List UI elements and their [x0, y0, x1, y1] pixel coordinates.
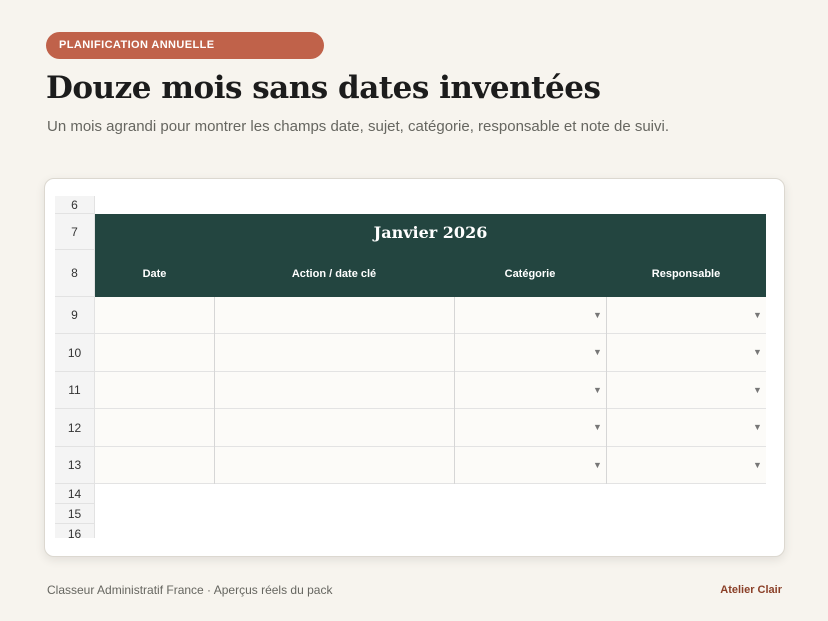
spreadsheet — [55, 196, 766, 538]
row-number[interactable]: 14 — [55, 484, 95, 504]
owner-dropdown-icon[interactable]: ▼ — [753, 460, 762, 470]
table-row[interactable] — [95, 297, 766, 334]
row-number[interactable]: 16 — [55, 524, 95, 538]
footer-caption: Classeur Administratif France · Aperçus réels du pack — [47, 583, 333, 597]
table-row[interactable] — [95, 447, 766, 484]
row-number[interactable]: 12 — [55, 409, 95, 447]
row-number[interactable]: 15 — [55, 504, 95, 524]
owner-dropdown-icon[interactable]: ▼ — [753, 347, 762, 357]
row-number[interactable]: 8 — [55, 250, 95, 297]
column-divider — [606, 297, 607, 484]
category-dropdown-icon[interactable]: ▼ — [593, 310, 602, 320]
row-number[interactable]: 11 — [55, 372, 95, 409]
spreadsheet-preview-card — [44, 178, 785, 557]
owner-dropdown-icon[interactable]: ▼ — [753, 422, 762, 432]
column-header-action: Action / date clé — [291, 268, 377, 280]
table-row[interactable] — [95, 372, 766, 409]
category-dropdown-icon[interactable]: ▼ — [593, 385, 602, 395]
table-row[interactable] — [95, 334, 766, 372]
column-header-owner: Responsable — [651, 268, 721, 280]
column-header-category: Catégorie — [504, 268, 556, 280]
column-header-date: Date — [142, 268, 167, 280]
column-divider — [214, 297, 215, 484]
section-badge: PLANIFICATION ANNUELLE — [46, 32, 324, 59]
row-number[interactable]: 13 — [55, 447, 95, 484]
row-number[interactable]: 6 — [55, 196, 95, 214]
category-dropdown-icon[interactable]: ▼ — [593, 460, 602, 470]
category-dropdown-icon[interactable]: ▼ — [593, 422, 602, 432]
page-title: Douze mois sans dates inventées — [46, 70, 601, 106]
row-number[interactable]: 9 — [55, 297, 95, 334]
row-number[interactable]: 10 — [55, 334, 95, 372]
table-row[interactable] — [95, 409, 766, 447]
owner-dropdown-icon[interactable]: ▼ — [753, 385, 762, 395]
owner-dropdown-icon[interactable]: ▼ — [753, 310, 762, 320]
category-dropdown-icon[interactable]: ▼ — [593, 347, 602, 357]
month-title: Janvier 2026 — [373, 223, 488, 242]
column-divider — [454, 297, 455, 484]
footer-brand: Atelier Clair — [720, 584, 782, 596]
page-subtitle: Un mois agrandi pour montrer les champs date, sujet, catégorie, responsable et note de suivi. — [47, 118, 670, 135]
row-number[interactable]: 7 — [55, 214, 95, 250]
